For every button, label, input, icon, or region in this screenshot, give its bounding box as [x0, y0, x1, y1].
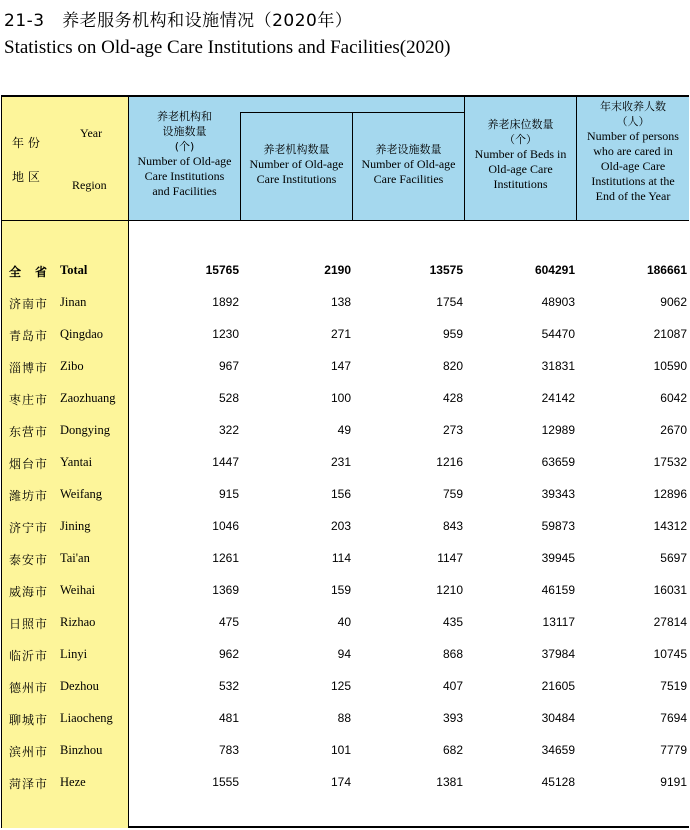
- cell-value: 13117: [542, 615, 575, 629]
- cell-value: 1210: [436, 583, 463, 597]
- header-en: Care Facilities: [373, 172, 444, 186]
- region-name-en: Liaocheng: [60, 711, 113, 725]
- table-row-total: [0, 261, 690, 281]
- cell-value: 1261: [212, 551, 239, 565]
- cell-value: 21087: [653, 327, 687, 341]
- cell-value: 49: [337, 423, 351, 437]
- header-en: Institutions at the: [591, 174, 675, 188]
- cell-value: 1147: [437, 551, 463, 565]
- cell-value: 156: [330, 487, 351, 501]
- subheader-rule: [240, 112, 465, 113]
- cell-value: 407: [442, 679, 463, 693]
- cell-value: 10745: [653, 647, 687, 661]
- cell-value: 30484: [541, 711, 575, 725]
- stub-region-en: Region: [72, 178, 107, 192]
- region-name-cn: 青岛市: [9, 329, 49, 343]
- table-row: [0, 421, 690, 441]
- cell-value: 10590: [653, 359, 687, 373]
- header-en: Care Institutions: [144, 169, 225, 183]
- region-name-en: Yantai: [60, 455, 93, 469]
- cell-value: 138: [330, 295, 351, 309]
- header-rule: [1, 220, 689, 221]
- header-en: Number of Old-age: [249, 157, 344, 171]
- table-row: [0, 773, 690, 793]
- cell-value: 682: [442, 743, 463, 757]
- cell-value: 63659: [541, 455, 575, 469]
- cell-value: 17532: [653, 455, 687, 469]
- header-en: Institutions: [493, 177, 548, 191]
- cell-value: 9191: [660, 775, 687, 789]
- cell-value: 2670: [660, 423, 687, 437]
- cell-value: 1216: [436, 455, 463, 469]
- table-row: [0, 485, 690, 505]
- cell-value: 186661: [646, 263, 687, 277]
- cell-value: 12989: [541, 423, 575, 437]
- cell-value: 101: [330, 743, 351, 757]
- region-name-cn: 全 省: [9, 265, 49, 279]
- header-en: Number of Old-age: [361, 157, 456, 171]
- stub-year-cn: 年 份: [12, 136, 40, 150]
- table-row: [0, 709, 690, 729]
- cell-value: 2190: [324, 263, 351, 277]
- region-name-cn: 潍坊市: [9, 489, 49, 503]
- statistics-table: [0, 95, 690, 830]
- cell-value: 481: [218, 711, 239, 725]
- cell-value: 5697: [660, 551, 687, 565]
- cell-value: 39343: [541, 487, 575, 501]
- cell-value: 9062: [660, 295, 687, 309]
- bottom-rule: [129, 826, 689, 828]
- cell-value: 15765: [205, 263, 239, 277]
- header-en: Number of Beds in: [474, 147, 567, 161]
- cell-value: 1447: [212, 455, 239, 469]
- header-cn: 养老设施数量: [375, 143, 442, 156]
- cell-value: 1230: [212, 327, 239, 341]
- header-cn: （人）: [616, 115, 650, 128]
- header-en: Number of Old-age: [137, 154, 232, 168]
- header-cn: (个): [174, 140, 195, 153]
- region-name-cn: 济宁市: [9, 521, 49, 535]
- cell-value: 27814: [653, 615, 687, 629]
- header-en: Old-age Care: [488, 162, 553, 176]
- region-name-cn: 烟台市: [9, 457, 49, 471]
- cell-value: 21605: [541, 679, 575, 693]
- region-name-cn: 德州市: [9, 681, 49, 695]
- table-row: [0, 357, 690, 377]
- cell-value: 1381: [436, 775, 463, 789]
- table-row: [0, 613, 690, 633]
- region-name-cn: 临沂市: [9, 649, 49, 663]
- region-name-en: Dezhou: [60, 679, 99, 693]
- cell-value: 125: [330, 679, 351, 693]
- cell-value: 7694: [660, 711, 687, 725]
- header-cn: 设施数量: [162, 125, 207, 138]
- cell-value: 475: [218, 615, 239, 629]
- region-name-cn: 菏泽市: [9, 777, 49, 791]
- cell-value: 428: [442, 391, 463, 405]
- cell-value: 147: [330, 359, 351, 373]
- cell-value: 94: [337, 647, 351, 661]
- cell-value: 39945: [541, 551, 575, 565]
- region-name-en: Zibo: [60, 359, 84, 373]
- cell-value: 868: [442, 647, 463, 661]
- header-cn: 养老机构数量: [263, 143, 330, 156]
- cell-value: 1046: [212, 519, 239, 533]
- stub-region-cn: 地 区: [12, 170, 40, 184]
- region-name-cn: 日照市: [9, 617, 49, 631]
- cell-value: 1555: [212, 775, 239, 789]
- header-facilities: [353, 142, 464, 187]
- cell-value: 45128: [541, 775, 575, 789]
- header-en: End of the Year: [595, 189, 671, 203]
- cell-value: 88: [337, 711, 351, 725]
- header-en: and Facilities: [152, 184, 217, 198]
- cell-value: 962: [218, 647, 239, 661]
- cell-value: 604291: [534, 263, 575, 277]
- cell-value: 203: [330, 519, 351, 533]
- table-row: [0, 677, 690, 697]
- region-name-en: Zaozhuang: [60, 391, 116, 405]
- cell-value: 159: [330, 583, 351, 597]
- cell-value: 37984: [541, 647, 575, 661]
- cell-value: 435: [442, 615, 463, 629]
- cell-value: 12896: [653, 487, 687, 501]
- cell-value: 16031: [653, 583, 687, 597]
- cell-value: 54470: [541, 327, 575, 341]
- region-name-en: Dongying: [60, 423, 110, 437]
- table-row: [0, 581, 690, 601]
- region-name-en: Weifang: [60, 487, 103, 501]
- cell-value: 1754: [436, 295, 463, 309]
- cell-value: 915: [218, 487, 239, 501]
- region-name-cn: 枣庄市: [9, 393, 49, 407]
- cell-value: 7519: [660, 679, 687, 693]
- cell-value: 100: [330, 391, 351, 405]
- cell-value: 959: [442, 327, 463, 341]
- region-name-en: Qingdao: [60, 327, 104, 341]
- table-title-cn: 21-3 养老服务机构和设施情况（2020年）: [4, 11, 353, 31]
- cell-value: 783: [218, 743, 239, 757]
- region-name-cn: 东营市: [9, 425, 49, 439]
- cell-value: 46159: [541, 583, 575, 597]
- cell-value: 820: [442, 359, 463, 373]
- header-en: who are cared in: [593, 144, 673, 158]
- region-name-cn: 淄博市: [9, 361, 49, 375]
- region-name-en: Weihai: [60, 583, 96, 597]
- stub-year-en: Year: [80, 126, 103, 140]
- header-persons-cared: [577, 99, 689, 204]
- region-name-cn: 威海市: [9, 585, 49, 599]
- header-beds: [465, 117, 576, 192]
- cell-value: 1892: [212, 295, 239, 309]
- table-row: [0, 549, 690, 569]
- cell-value: 231: [330, 455, 351, 469]
- cell-value: 393: [442, 711, 463, 725]
- header-en: Old-age Care: [600, 159, 666, 173]
- cell-value: 7779: [660, 743, 687, 757]
- region-name-cn: 泰安市: [9, 553, 49, 567]
- cell-value: 759: [442, 487, 463, 501]
- cell-value: 114: [331, 551, 351, 565]
- header-cn: 养老机构和: [157, 110, 212, 123]
- cell-value: 843: [442, 519, 463, 533]
- cell-value: 24142: [541, 391, 575, 405]
- cell-value: 967: [218, 359, 239, 373]
- region-name-en: Binzhou: [60, 743, 103, 757]
- table-row: [0, 741, 690, 761]
- cell-value: 528: [218, 391, 239, 405]
- cell-value: 34659: [541, 743, 575, 757]
- region-name-en: Tai'an: [60, 551, 90, 565]
- region-name-en: Jinan: [60, 295, 87, 309]
- cell-value: 273: [442, 423, 463, 437]
- header-cn: 养老床位数量: [487, 118, 554, 131]
- cell-value: 13575: [429, 263, 463, 277]
- header-institutions: [241, 142, 352, 187]
- header-cn: 年末收养人数: [600, 100, 666, 113]
- cell-value: 48903: [541, 295, 575, 309]
- table-title-en: Statistics on Old-age Care Institutions and Facilities(2020): [4, 37, 451, 58]
- cell-value: 59873: [541, 519, 575, 533]
- cell-value: 14312: [653, 519, 687, 533]
- header-total-facilities: [129, 109, 240, 199]
- cell-value: 31831: [541, 359, 575, 373]
- region-name-cn: 济南市: [9, 297, 49, 311]
- cell-value: 40: [337, 615, 351, 629]
- cell-value: 271: [330, 327, 351, 341]
- cell-value: 532: [218, 679, 239, 693]
- table-row: [0, 645, 690, 665]
- cell-value: 174: [330, 775, 351, 789]
- region-name-en: Total: [60, 263, 88, 277]
- cell-value: 322: [218, 423, 239, 437]
- cell-value: 6042: [660, 391, 687, 405]
- region-name-cn: 滨州市: [9, 745, 49, 759]
- region-name-cn: 聊城市: [9, 713, 49, 727]
- header-en: Number of persons: [587, 129, 679, 143]
- table-row: [0, 389, 690, 409]
- cell-value: 1369: [212, 583, 239, 597]
- header-cn: （个）: [504, 133, 537, 146]
- header-en: Care Institutions: [256, 172, 337, 186]
- region-name-en: Heze: [60, 775, 86, 789]
- top-rule: [1, 95, 689, 97]
- table-row: [0, 293, 690, 313]
- region-name-en: Linyi: [60, 647, 88, 661]
- table-row: [0, 453, 690, 473]
- region-name-en: Jining: [60, 519, 91, 533]
- table-row: [0, 325, 690, 345]
- table-row: [0, 517, 690, 537]
- region-name-en: Rizhao: [60, 615, 96, 629]
